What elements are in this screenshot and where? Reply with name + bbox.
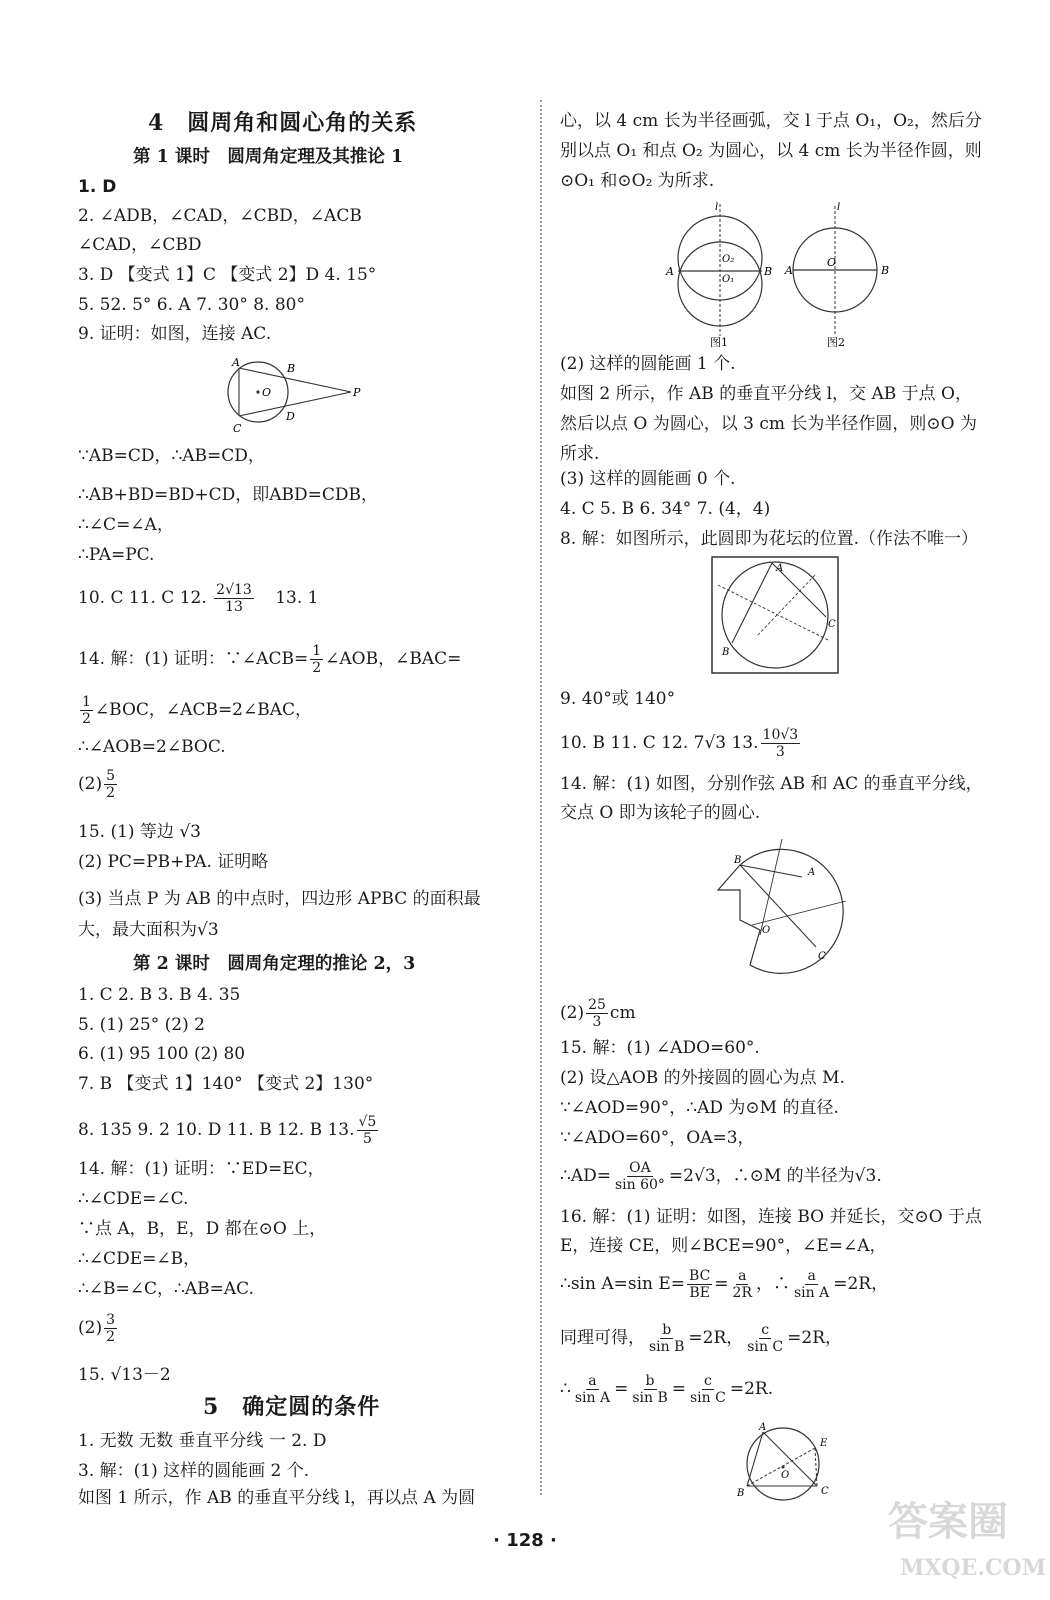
section-title-4: 4 圆周角和圆心角的关系 [148, 110, 418, 136]
answer-b1-4: 1. C 2. B 3. B 4. 35 [78, 985, 241, 1005]
answer-b15: 15. √13－2 [78, 1365, 171, 1385]
right-line-4: (2) 这样的圆能画 1 个. [560, 354, 736, 374]
figure-c3-1 [660, 200, 780, 348]
answer-10-13: 10. C 11. C 12. $\frac{2√13}{13}$ 13. 1 [78, 582, 319, 615]
fig16-label-O: O [781, 1470, 790, 1481]
fig9-label-P: P [353, 386, 361, 399]
answer-c3-cont: 如图 1 所示，作 AB 的垂直平分线 l，再以点 A 为圆 [78, 1488, 476, 1508]
answer-14-line2: $\frac{1}{2}$ ∠BOC，∠ACB=2∠BAC， [82, 694, 313, 727]
answer-b14-line1: 14. 解：(1) 证明：∵ED=EC， [78, 1159, 325, 1179]
answer-b14-line2: ∴∠CDE=∠C. [78, 1189, 189, 1209]
answer-15-line2: (2) PC=PB+PA. 证明略 [78, 852, 269, 872]
fig2-label-B: B [881, 264, 890, 277]
answer-3: 3. D 【变式 1】C 【变式 2】D 4. 15° [78, 265, 377, 285]
fig9-label-D: D [286, 410, 295, 423]
answer-c1-2: 1. 无数 无数 垂直平分线 一 2. D [78, 1431, 327, 1451]
right-line-10: 8. 解：如图所示，此圆即为花坛的位置.（作法不唯一） [560, 529, 979, 549]
answer-5: 5. 52. 5° 6. A 7. 30° 8. 80° [78, 295, 306, 315]
right-line-6: 然后以点 O 为圆心，以 3 cm 长为半径作圆，则⊙O 为 [560, 414, 977, 434]
watermark-logo [880, 1485, 1047, 1585]
figure-8 [710, 555, 840, 675]
answer-1: 1. D [78, 177, 117, 197]
answer-2: 2. ∠ADB，∠CAD，∠CBD，∠ACB [78, 206, 362, 226]
answer-14-line3: ∴∠AOB=2∠BOC. [78, 737, 226, 757]
fig16-label-B: B [737, 1488, 745, 1499]
fig9-label-O: O [262, 386, 272, 399]
answer-14-part2: (2) $\frac{5}{2}$ [78, 768, 116, 801]
answer-b14-line4: ∴∠CDE=∠B， [78, 1249, 201, 1269]
fig1-label-B: B [764, 265, 773, 278]
svg-text:MXQE.COM: MXQE.COM [900, 1555, 1047, 1581]
right-line-16d: 同理可得， $\frac{b}{\text{sin B}}$ =2R， $\frac{c}{\text{sin C}}$ =2R， [560, 1322, 843, 1355]
fig14-label-O: O [762, 925, 771, 936]
right-line-15c: ∵∠AOD=90°，∴AD 为⊙M 的直径. [560, 1098, 839, 1118]
fig8-label-A: A [776, 563, 784, 574]
fig1-label-l: l [715, 202, 719, 213]
answer-b6: 6. (1) 95 100 (2) 80 [78, 1044, 246, 1064]
right-line-15b: (2) 设△AOB 的外接圆的圆心为点 M. [560, 1068, 845, 1088]
answer-b14-line5: ∴∠B=∠C，∴AB=AC. [78, 1279, 254, 1299]
right-line-9: 4. C 5. B 6. 34° 7. (4，4) [560, 499, 771, 519]
fig14-label-A: A [808, 867, 816, 878]
figure-16 [725, 1422, 845, 1502]
answer-15-line1: 15. (1) 等边 √3 [78, 822, 201, 842]
right-line-7: 所求. [560, 444, 600, 464]
right-line-15d: ∵∠ADO=60°，OA=3， [560, 1128, 755, 1148]
fig1-label-O2: O₂ [722, 254, 735, 265]
section-title-5: 5 确定圆的条件 [203, 1394, 381, 1420]
fig9-label-A: A [232, 356, 240, 369]
right-line-14a: 14. 解：(1) 如图，分别作弦 AB 和 AC 的垂直平分线， [560, 774, 983, 794]
fig1-label-A: A [666, 265, 674, 278]
right-line-15e: ∴AD= $\frac{OA}{\sin 60^\circ}$ =2√3，∴⊙M 的半径为√3. [560, 1160, 882, 1193]
right-line-1: 心，以 4 cm 长为半径画弧，交 l 于点 O₁，O₂，然后分 [560, 111, 982, 131]
svg-text:答案圈: 答案圈 [888, 1498, 1008, 1545]
answer-c3: 3. 解：(1) 这样的圆能画 2 个. [78, 1461, 310, 1481]
page-number: · 128 · [493, 1530, 557, 1551]
proof-9-line4: ∴PA=PC. [78, 545, 155, 565]
answer-b5: 5. (1) 25° (2) 2 [78, 1015, 205, 1035]
fig16-label-E: E [820, 1438, 828, 1449]
fig2-label-A: A [785, 264, 793, 277]
proof-9-line1: ∵AB=CD，∴AB=CD， [78, 446, 265, 466]
fig2-caption: 图2 [827, 336, 845, 349]
figure-c3-2 [785, 200, 905, 348]
right-line-16b: E，连接 CE，则∠BCE=90°，∠E=∠A， [560, 1236, 887, 1256]
fig16-label-C: C [821, 1486, 829, 1497]
answer-b14-line3: ∵点 A，B，E，D 都在⊙O 上， [78, 1219, 327, 1239]
right-line-5: 如图 2 所示，作 AB 的垂直平分线 l，交 AB 于点 O， [560, 384, 972, 404]
answer-9: 9. 证明：如图，连接 AC. [78, 324, 272, 344]
fig8-label-C: C [828, 619, 836, 630]
right-line-14c: (2) $\frac{25}{3}$ cm [560, 997, 636, 1030]
right-line-14b: 交点 O 即为该轮子的圆心. [560, 803, 761, 823]
answer-2-cont: ∠CAD，∠CBD [78, 235, 202, 255]
right-line-15a: 15. 解：(1) ∠ADO=60°. [560, 1038, 760, 1058]
column-divider [540, 100, 542, 1495]
right-line-3: ⊙O₁ 和⊙O₂ 为所求. [560, 171, 715, 191]
right-line-11: 9. 40°或 140° [560, 689, 676, 709]
right-line-12: 10. B 11. C 12. 7√3 13. $\frac{10√3}{3}$ [560, 727, 799, 760]
fig9-label-B: B [287, 362, 296, 375]
right-line-2: 别以点 O₁ 和点 O₂ 为圆心，以 4 cm 长为半径作圆，则 [560, 141, 982, 161]
answer-15-line4: 大，最大面积为√3 [78, 920, 219, 940]
fig14-label-B: B [734, 855, 742, 866]
fig2-label-l: l [837, 202, 841, 213]
fig16-label-A: A [759, 1422, 767, 1433]
fraction-12: $\frac{2√13}{13}$ [216, 582, 252, 615]
right-line-16e: ∴ $\frac{a}{\text{sin A}}$ = $\frac{b}{\text{sin B}}$ = $\frac{c}{\text{sin C}}$ =2R. [560, 1373, 774, 1406]
fig1-label-O1: O₁ [722, 274, 735, 285]
fig1-caption: 图1 [710, 336, 728, 349]
answer-15-line3: (3) 当点 P 为 AB 的中点时，四边形 APBC 的面积最 [78, 889, 481, 909]
proof-9-line2: ∴AB+BD=BD+CD，即ABD=CDB， [78, 485, 378, 505]
fig2-label-O: O [827, 256, 837, 269]
answer-b14-part2: (2) $\frac{3}{2}$ [78, 1312, 116, 1345]
fig14-label-C: C [818, 951, 826, 962]
answer-14-line1: 14. 解：(1) 证明：∵∠ACB= $\frac{1}{2}$ ∠AOB，∠BAC= [78, 643, 462, 676]
figure-14 [710, 835, 850, 980]
answer-b7: 7. B 【变式 1】140° 【变式 2】130° [78, 1074, 374, 1094]
proof-9-line3: ∴∠C=∠A， [78, 515, 174, 535]
lesson-2-title: 第 2 课时 圆周角定理的推论 2，3 [133, 954, 416, 974]
fig8-label-B: B [722, 647, 730, 658]
right-line-8: (3) 这样的圆能画 0 个. [560, 469, 736, 489]
figure-9 [223, 352, 363, 436]
lesson-1-title: 第 1 课时 圆周角定理及其推论 1 [133, 147, 404, 167]
fig9-label-C: C [233, 422, 242, 435]
right-line-16c: ∴sin A=sin E= $\frac{BC}{BE}$ = $\frac{a}{2R}$ ，∴ $\frac{a}{\text{sin A}}$ =2R， [560, 1268, 889, 1301]
answer-b8-13: 8. 135 9. 2 10. D 11. B 12. B 13. $\frac{√5}{5}$ [78, 1114, 377, 1147]
right-line-16a: 16. 解：(1) 证明：如图，连接 BO 并延长，交⊙O 于点 [560, 1207, 983, 1227]
